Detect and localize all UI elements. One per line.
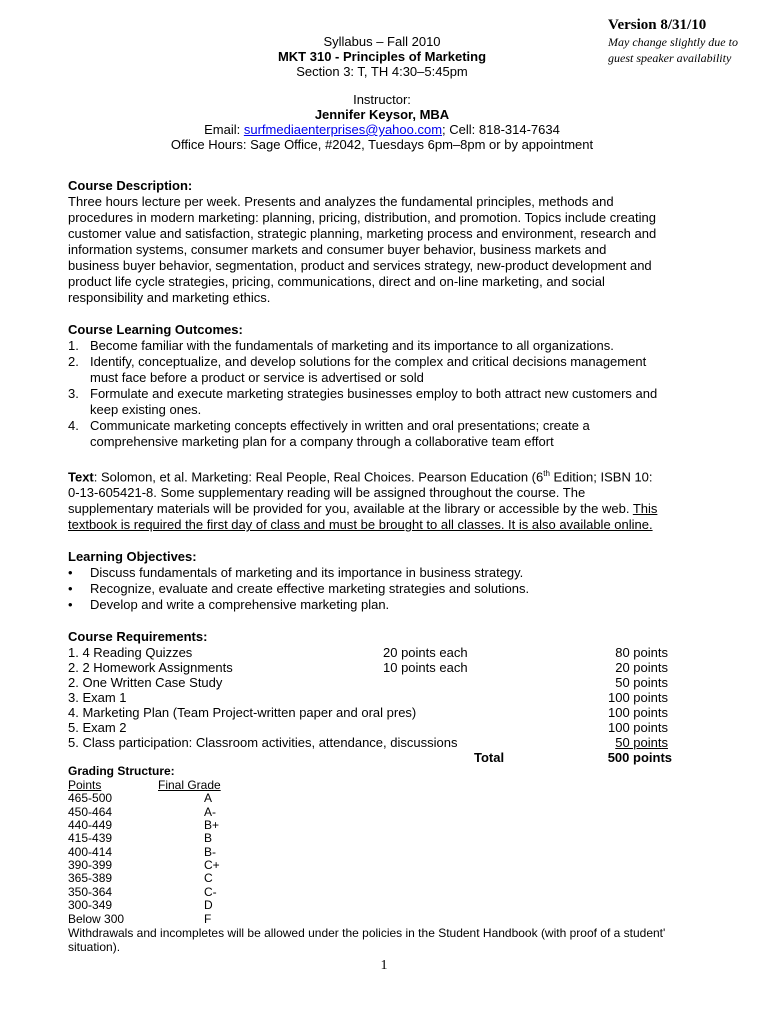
syllabus-header — [100, 34, 664, 152]
description-line: Three hours lecture per week. Presents and analyzes the fundamental principles, methods and — [68, 194, 614, 209]
requirement-item: 4. Marketing Plan (Team Project-written paper and oral pres) — [68, 705, 417, 721]
requirement-item: 2. 2 Homework Assignments — [68, 660, 233, 676]
requirement-row — [68, 720, 696, 735]
description-line: procedures in modern marketing: planning, pricing, distribution, and promotion. Topics include creating — [68, 210, 656, 225]
grade-points: 365-389 — [68, 871, 113, 886]
grade-row — [68, 792, 696, 805]
requirement-points: 100 points — [608, 705, 668, 721]
objective-item — [68, 565, 696, 581]
grade-points: 350-364 — [68, 884, 113, 899]
text-line1b: Edition; ISBN 10: — [549, 469, 653, 485]
text-line3u: This — [632, 501, 658, 517]
requirement-points: 50 points — [615, 675, 668, 691]
version-note-line2: guest speaker availability — [608, 51, 732, 65]
text-line4: textbook is required the first day of class and must be brought to all classes. It is also available online. — [68, 517, 653, 533]
grade-row — [68, 899, 696, 912]
total-label: Total — [474, 750, 505, 766]
requirements-total-row — [68, 750, 696, 765]
grade-row — [68, 886, 696, 899]
objectives-title: Learning Objectives: — [68, 549, 197, 565]
grade-letter: B — [204, 831, 213, 846]
grading-col-points: Points — [68, 777, 102, 792]
withdrawal-line1: Withdrawals and incompletes will be allowed under the policies in the Student Handbook (with proof of a student' — [68, 926, 666, 941]
text-line3a: supplementary materials will be provided for you, available at the library or accessible by the web. — [68, 501, 633, 517]
page-number: 1 — [380, 958, 388, 973]
grading-title: Grading Structure: — [68, 764, 175, 779]
grade-letter: C+ — [204, 858, 220, 873]
grade-letter: B+ — [204, 817, 220, 832]
syllabus-body — [68, 178, 696, 954]
version-note-line1: May change slightly due to — [608, 35, 738, 49]
requirement-row — [68, 735, 696, 750]
section-time: Section 3: T, TH 4:30–5:45pm — [296, 64, 468, 79]
textbook-section — [68, 466, 696, 533]
grade-points: 300-349 — [68, 898, 113, 913]
objective-item — [68, 597, 696, 613]
requirement-row — [68, 645, 696, 660]
grading-col-grade: Final Grade — [158, 777, 221, 792]
requirement-row — [68, 705, 696, 720]
outcome-item — [68, 386, 696, 418]
grade-points: Below 300 — [68, 911, 125, 926]
requirement-each: 10 points each — [383, 660, 468, 676]
requirement-item: 2. One Written Case Study — [68, 675, 223, 691]
outcome-line: comprehensive marketing plan for a company through a collaborative team effort — [90, 434, 554, 449]
outcomes-list — [68, 338, 696, 450]
header-line1: Syllabus – Fall 2010 — [323, 34, 441, 49]
text-label: Text — [68, 469, 94, 485]
text-line1a: : Solomon, et al. Marketing: Real People, Real Choices. Pearson Education (6 — [93, 469, 544, 485]
grade-letter: A- — [204, 804, 216, 819]
outcome-number: 3. — [68, 386, 79, 401]
requirement-item: 5. Exam 2 — [68, 720, 127, 736]
description-title: Course Description: — [68, 178, 193, 193]
grade-letter: D — [204, 898, 213, 913]
requirement-points: 50 points — [615, 735, 668, 751]
outcome-number: 4. — [68, 418, 79, 433]
withdrawal-line2: situation). — [68, 940, 121, 955]
description-line: product life cycle strategies, pricing, communications, direct and on-line marketing, and social — [68, 274, 605, 289]
grade-letter: C — [204, 871, 213, 886]
grade-row — [68, 819, 696, 832]
grading-header — [68, 779, 696, 792]
grade-points: 465-500 — [68, 791, 113, 806]
grade-points: 400-414 — [68, 844, 113, 859]
requirement-points: 100 points — [608, 720, 668, 736]
description-line: information systems, consumer markets and consumer buyer behavior, business markets and — [68, 242, 607, 257]
description-line: customer value and satisfaction, strategic planning, marketing process and environment, research and — [68, 226, 657, 241]
course-title: MKT 310 - Principles of Marketing — [277, 49, 487, 64]
cell-phone: ; Cell: 818-314-7634 — [442, 122, 560, 137]
outcome-line: must face before a product or service is advertised or sold — [90, 370, 424, 385]
objective-text: Recognize, evaluate and create effective marketing strategies and solutions. — [90, 581, 530, 597]
grade-row — [68, 859, 696, 872]
requirement-item: 5. Class participation: Classroom activities, attendance, discussions — [68, 735, 458, 751]
requirement-each: 20 points each — [383, 645, 468, 661]
description-line: responsibility and marketing ethics. — [68, 290, 271, 305]
office-hours: Office Hours: Sage Office, #2042, Tuesdays 6pm–8pm or by appointment — [170, 137, 594, 152]
requirement-points: 100 points — [608, 690, 668, 706]
outcome-number: 2. — [68, 354, 79, 369]
outcome-line: Become familiar with the fundamentals of marketing and its importance to all organizations. — [90, 338, 614, 353]
description-line: business buyer behavior, segmentation, product and services strategy, new-product development and — [68, 258, 652, 273]
text-sup: th — [543, 469, 550, 478]
requirement-item: 1. 4 Reading Quizzes — [68, 645, 193, 661]
grading-structure — [68, 765, 696, 926]
grade-letter: A — [204, 791, 213, 806]
requirements-title: Course Requirements: — [68, 629, 208, 645]
outcomes-title: Course Learning Outcomes: — [68, 322, 243, 337]
grade-letter: F — [204, 911, 212, 926]
grade-row — [68, 806, 696, 819]
instructor-name: Jennifer Keysor, MBA — [314, 107, 450, 122]
outcome-line: Communicate marketing concepts effectively in written and oral presentations; create a — [90, 418, 590, 433]
outcome-line: Formulate and execute marketing strategies businesses employ to both attract new customers and — [90, 386, 658, 401]
outcome-number: 1. — [68, 338, 79, 353]
contact-line — [100, 122, 664, 137]
grade-row — [68, 913, 696, 926]
grade-letter: B- — [204, 844, 216, 859]
outcome-item — [68, 338, 696, 354]
requirement-item: 3. Exam 1 — [68, 690, 127, 706]
grade-row — [68, 846, 696, 859]
bullet-icon: • — [68, 597, 73, 613]
total-points: 500 points — [607, 750, 672, 766]
grade-points: 415-439 — [68, 831, 113, 846]
instructor-label: Instructor: — [353, 92, 411, 107]
requirement-points: 20 points — [615, 660, 668, 676]
bullet-icon: • — [68, 581, 73, 597]
objective-text: Discuss fundamentals of marketing and its importance in business strategy. — [90, 565, 524, 581]
grade-points: 440-449 — [68, 817, 113, 832]
withdrawal-note — [68, 926, 696, 954]
grade-points: 390-399 — [68, 858, 113, 873]
outcome-line: keep existing ones. — [90, 402, 202, 417]
requirement-row — [68, 675, 696, 690]
bullet-icon: • — [68, 565, 73, 581]
objectives-list — [68, 565, 696, 613]
version-title: Version 8/31/10 — [608, 17, 707, 33]
requirements-table — [68, 645, 696, 765]
objective-text: Develop and write a comprehensive marketing plan. — [90, 597, 390, 613]
grade-points: 450-464 — [68, 804, 113, 819]
text-line2: 0-13-605421-8. Some supplementary reading will be assigned throughout the course. The — [68, 485, 586, 501]
requirement-points: 80 points — [615, 645, 668, 661]
objective-item — [68, 581, 696, 597]
grade-row — [68, 832, 696, 845]
grade-row — [68, 872, 696, 885]
description-text — [68, 194, 696, 306]
outcome-item — [68, 418, 696, 450]
email-label: Email: — [204, 122, 244, 137]
grade-letter: C- — [204, 884, 217, 899]
requirement-row — [68, 660, 696, 675]
outcome-line: Identify, conceptualize, and develop solutions for the complex and critical decisions management — [90, 354, 647, 369]
requirement-row — [68, 690, 696, 705]
email-link[interactable]: surfmediaenterprises@yahoo.com — [243, 122, 443, 137]
outcome-item — [68, 354, 696, 386]
